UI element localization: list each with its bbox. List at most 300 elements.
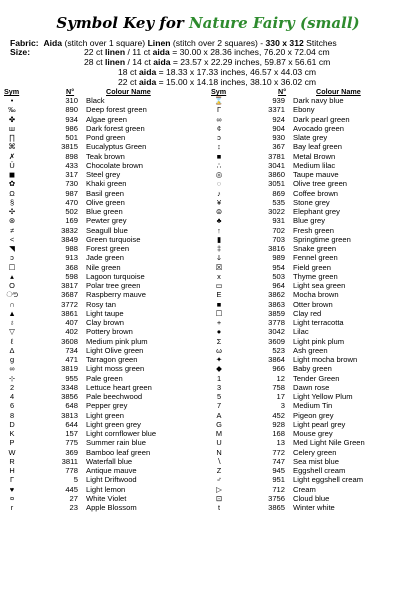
stitch-symbol: 1 (216, 373, 222, 383)
colour-number: 3608 (61, 336, 78, 346)
colour-number: 3348 (61, 382, 78, 392)
size-line-2 (84, 57, 330, 67)
colour-row (4, 457, 204, 466)
colour-row (211, 364, 411, 373)
colour-number: 3861 (61, 308, 78, 318)
colour-row (211, 475, 411, 484)
colour-row (4, 133, 204, 142)
stitch-symbol: ♣ (216, 216, 222, 226)
size-ct: 28 ct (84, 57, 106, 67)
stitch-symbol: ൗ (6, 290, 18, 300)
size-aida: aida (152, 47, 170, 57)
size-aida: aida (153, 57, 171, 67)
colour-row (211, 198, 411, 207)
colour-number: 433 (65, 160, 78, 170)
colour-row (211, 189, 411, 198)
colour-row (4, 161, 204, 170)
colour-row (211, 503, 411, 512)
colour-row (211, 438, 411, 447)
colour-number: 712 (272, 484, 285, 494)
colour-name: Black (86, 96, 105, 105)
colour-number: 3781 (268, 151, 285, 161)
colour-name: Fresh green (293, 225, 334, 235)
stitch-symbol: U (216, 438, 222, 448)
colour-number: 703 (272, 234, 285, 244)
stitch-symbol: ◥ (9, 244, 15, 253)
colour-row (4, 438, 204, 447)
colour-row (4, 235, 204, 244)
colour-name: Waterfall blue (86, 456, 133, 466)
stitch-symbol: ✣ (8, 207, 16, 216)
stitch-symbol: H (9, 466, 15, 475)
colour-name: Green turquoise (86, 234, 141, 244)
colour-row (211, 429, 411, 438)
stitch-symbol: ✤ (8, 114, 16, 124)
colour-name: Polar tree green (86, 281, 141, 290)
colour-row (4, 244, 204, 253)
colour-number: 3811 (61, 456, 78, 466)
colour-number: 904 (272, 123, 285, 133)
colour-name: Fennel green (293, 253, 338, 263)
colour-number: 3042 (268, 327, 285, 337)
stitch-symbol: ▷ (216, 484, 222, 494)
colour-row (211, 142, 411, 151)
colour-row (211, 226, 411, 235)
colour-name: Snake green (293, 244, 337, 253)
colour-number: 3371 (268, 105, 285, 115)
colour-name: Light pink plum (293, 336, 345, 346)
stitch-symbol: Ω (9, 188, 15, 198)
colour-number: 934 (65, 114, 78, 124)
colour-number: 966 (272, 364, 285, 374)
colour-name: Med Light Nile Green (293, 438, 365, 448)
colour-name: Pigeon grey (293, 410, 334, 420)
header-sym-left: Sym (4, 87, 20, 96)
stitch-symbol: 3 (216, 382, 222, 392)
colour-name: Otter brown (293, 299, 333, 309)
stitch-symbol: 8 (9, 410, 15, 420)
stitch-symbol: ∩ (9, 299, 15, 309)
colour-row (4, 290, 204, 299)
colour-number: 168 (272, 429, 285, 438)
stitch-symbol: ▮ (216, 234, 222, 244)
colour-row (4, 105, 204, 114)
colour-row (211, 281, 411, 290)
colour-row (211, 401, 411, 410)
colour-number: 3856 (61, 392, 78, 401)
colour-name: Clay brown (86, 318, 124, 327)
colour-row (211, 253, 411, 262)
colour-number: 898 (65, 151, 78, 161)
colour-number: 501 (65, 133, 78, 142)
colour-row (211, 327, 411, 336)
colour-number: 730 (65, 179, 78, 189)
header-num-left: N° (66, 87, 75, 96)
colour-number: 17 (276, 392, 285, 401)
colour-number: 869 (272, 188, 285, 198)
colour-name: Summer rain blue (86, 438, 146, 448)
colour-name: Baby green (293, 364, 332, 374)
colour-name: Light green (86, 410, 124, 420)
colour-number: 27 (69, 493, 78, 503)
colour-number: 471 (65, 355, 78, 364)
colour-number: 169 (65, 216, 78, 226)
colour-name: Rosy tan (86, 299, 116, 309)
colour-row (211, 457, 411, 466)
colour-row (4, 124, 204, 133)
colour-name: Medium Tin (293, 401, 333, 411)
size-ct: 18 ct (118, 67, 140, 77)
colour-number: 951 (272, 475, 285, 485)
colour-name: Pale beechwood (86, 392, 143, 401)
colour-number: 775 (65, 438, 78, 448)
colour-number: 23 (69, 503, 78, 512)
colour-name: Seagull blue (86, 225, 128, 235)
colour-number: 157 (65, 429, 78, 438)
stitch-symbol: 4 (9, 392, 15, 401)
header-num-right: N° (278, 87, 287, 96)
colour-number: 3816 (268, 244, 285, 253)
colour-row (4, 300, 204, 309)
colour-name: Tarragon green (86, 355, 138, 364)
colour-row (4, 170, 204, 179)
colour-row (4, 420, 204, 429)
stitch-symbol: ↄ (217, 133, 221, 142)
colour-number: 924 (272, 114, 285, 124)
colour-row (4, 263, 204, 272)
stitch-symbol: ⊛ (8, 216, 16, 226)
colour-row (4, 337, 204, 346)
stitch-symbol: N (216, 447, 222, 457)
stitch-symbol: 7 (216, 401, 222, 411)
colour-number: 3859 (268, 308, 285, 318)
colour-name: Light lemon (86, 484, 126, 494)
colour-row (211, 170, 411, 179)
colour-name: Light moss green (86, 364, 145, 374)
stitch-symbol: Γ (9, 475, 15, 485)
stitch-symbol: ⊹ (8, 373, 16, 383)
colour-number: 3819 (61, 364, 78, 374)
colour-number: 988 (65, 244, 78, 253)
colour-name: Apple Blossom (86, 503, 137, 512)
colour-row (4, 401, 204, 410)
pattern-name: Nature Fairy (small) (188, 14, 360, 32)
colour-row (4, 327, 204, 336)
colour-name: Khaki green (86, 179, 127, 189)
colour-row (4, 503, 204, 512)
stitch-symbol: ∴ (216, 160, 222, 170)
colour-row (4, 272, 204, 281)
colour-number: 12 (276, 373, 285, 383)
colour-name: Light terracotta (293, 318, 344, 327)
stitch-symbol: ◼ (8, 170, 16, 179)
colour-number: 3864 (268, 355, 285, 364)
colour-number: 3860 (268, 170, 285, 179)
colour-row (211, 420, 411, 429)
stitch-symbol: § (9, 197, 15, 207)
colour-row (4, 152, 204, 161)
colour-name: Raspberry mauve (86, 290, 146, 300)
stitch-symbol: < (9, 234, 15, 244)
colour-row (4, 318, 204, 327)
stitch-symbol: ☒ (215, 262, 223, 272)
stitch-symbol: Ü (9, 160, 15, 170)
colour-number: 3849 (61, 234, 78, 244)
colour-name: Eggshell cream (293, 466, 346, 475)
stitch-symbol: ‡ (216, 244, 222, 253)
stitch-symbol: K (9, 429, 15, 438)
colour-name: Field green (293, 262, 331, 272)
colour-number: 3832 (61, 225, 78, 235)
size-ct: 22 ct (118, 77, 140, 87)
stitch-symbol: ↄ (10, 253, 14, 263)
colour-number: 931 (272, 216, 285, 226)
stitch-symbol: 5 (216, 392, 222, 401)
colour-row (211, 263, 411, 272)
colour-row (211, 152, 411, 161)
colour-name: Light Olive green (86, 345, 144, 355)
colour-number: 758 (272, 382, 285, 392)
stitch-symbol: ¥ (216, 197, 222, 207)
fabric-label: Fabric: (10, 38, 39, 48)
colour-name: Dark forest green (86, 123, 145, 133)
colour-number: 502 (65, 207, 78, 216)
colour-name: Bay leaf green (293, 142, 342, 152)
colour-number: 310 (65, 96, 78, 105)
colour-number: 3778 (268, 318, 285, 327)
colour-number: 989 (272, 253, 285, 263)
colour-name: Jade green (86, 253, 124, 263)
colour-name: Dark navy blue (293, 96, 344, 105)
stitch-symbol: ⌘ (8, 142, 16, 152)
stitch-symbol: ▴ (10, 271, 14, 281)
colour-row (211, 355, 411, 364)
page-title (0, 14, 416, 32)
colour-number: 3687 (61, 290, 78, 300)
colour-name: Pepper grey (86, 401, 128, 411)
colour-row (4, 355, 204, 364)
colour-number: 5 (73, 475, 78, 485)
colour-row (211, 216, 411, 225)
stitch-symbol: Γ (216, 105, 222, 115)
header-sym-right: Sym (211, 87, 227, 96)
colour-row (4, 475, 204, 484)
colour-number: 3817 (61, 281, 78, 290)
colour-number: 702 (272, 225, 285, 235)
stitch-symbol: W (8, 447, 16, 457)
stitch-symbol: ш (9, 123, 15, 133)
colour-number: 3041 (268, 160, 285, 170)
stitch-symbol: ∞ (216, 114, 222, 124)
colour-row (211, 448, 411, 457)
colour-name: Stone grey (293, 197, 330, 207)
colour-number: 452 (272, 410, 285, 420)
colour-name: Blue green (86, 207, 123, 216)
stitch-symbol: ◆ (216, 364, 222, 374)
size-dimensions: = 15.00 x 14.18 inches, 38.10 x 36.02 cm (156, 77, 317, 87)
size-aida: aida (139, 77, 157, 87)
colour-number: 3022 (268, 207, 285, 216)
stitch-symbol: P (9, 438, 15, 448)
colour-row (211, 235, 411, 244)
header-name-right: Colour Name (316, 87, 361, 96)
colour-number: 523 (272, 345, 285, 355)
colour-number: 3051 (268, 179, 285, 189)
colour-row (4, 494, 204, 503)
colour-row (211, 290, 411, 299)
colour-row (4, 115, 204, 124)
stitch-symbol: A (216, 410, 222, 420)
stitch-symbol: ◌ (216, 179, 222, 189)
colour-row (4, 198, 204, 207)
colour-number: 964 (272, 281, 285, 290)
colour-name: Light cornflower blue (86, 429, 157, 438)
stitch-symbol: ▽ (9, 327, 15, 337)
colour-number: 930 (272, 133, 285, 142)
colour-number: 778 (65, 466, 78, 475)
stitch-symbol: ▲ (8, 308, 16, 318)
size-ct2: / 11 ct (125, 47, 153, 57)
colour-name: Light taupe (86, 308, 124, 318)
colour-name: Slate grey (293, 133, 328, 142)
colour-row (211, 485, 411, 494)
colour-name: Elephant grey (293, 207, 340, 216)
colour-row (4, 429, 204, 438)
stitch-symbol: ▭ (215, 281, 223, 290)
header-name-left: Colour Name (106, 87, 151, 96)
colour-row (211, 96, 411, 105)
colour-number: 3865 (268, 503, 285, 512)
stitches-label: Stitches (306, 38, 337, 48)
stitch-symbol: ♥ (9, 484, 15, 494)
stitch-symbol: + (216, 318, 222, 327)
colour-row (4, 207, 204, 216)
colour-name: Ebony (293, 105, 315, 115)
colour-name: Celery green (293, 447, 337, 457)
stitch-symbol: ■ (216, 151, 222, 161)
stitch-symbol: ¢ (216, 123, 222, 133)
colour-row (211, 161, 411, 170)
colour-row (211, 346, 411, 355)
colour-name: Springtime green (293, 234, 351, 244)
size-line-4 (118, 77, 316, 87)
colour-name: Pottery brown (86, 327, 133, 337)
colour-name: Cloud blue (293, 493, 330, 503)
colour-name: Bamboo leaf green (86, 447, 151, 457)
colour-number: 3756 (268, 493, 285, 503)
colour-name: Light pearl grey (293, 419, 346, 429)
stitch-symbol: G (216, 419, 222, 429)
stitch-symbol: ⌛ (214, 96, 224, 105)
colour-number: 772 (272, 447, 285, 457)
stitch-symbol: ✗ (8, 151, 16, 161)
stitch-symbol: ◎ (215, 170, 223, 179)
stitch-symbol: ⊜ (215, 207, 223, 216)
colour-row (4, 392, 204, 401)
colour-name: Metal Brown (293, 151, 336, 161)
colour-number: 644 (65, 419, 78, 429)
colour-number: 955 (65, 373, 78, 383)
colour-row (4, 226, 204, 235)
colour-name: Lagoon turquoise (86, 271, 145, 281)
stitch-symbol: ↑ (217, 225, 221, 235)
colour-row (4, 142, 204, 151)
colour-number: 3863 (268, 299, 285, 309)
colour-row (4, 309, 204, 318)
colour-number: 407 (65, 318, 78, 327)
colour-row (4, 281, 204, 290)
stitch-symbol: ∖ (216, 456, 222, 466)
colour-name: Clay red (293, 308, 322, 318)
colour-number: 3862 (268, 290, 285, 300)
colour-row (211, 105, 411, 114)
colour-number: 648 (65, 401, 78, 411)
colour-name: Coffee brown (293, 188, 339, 198)
size-ct2: / 14 ct (125, 57, 154, 67)
left-colour-list (4, 96, 204, 512)
stitch-symbol: t (217, 503, 221, 512)
colour-name: Steel grey (86, 170, 121, 179)
colour-number: 402 (65, 327, 78, 337)
colour-row (4, 485, 204, 494)
colour-number: 598 (65, 271, 78, 281)
size-ct: 22 ct (84, 47, 106, 57)
colour-row (211, 300, 411, 309)
title-prefix: Symbol Key for (56, 14, 189, 32)
colour-number: 445 (65, 484, 78, 494)
colour-number: 3813 (61, 410, 78, 420)
colour-number: 939 (272, 96, 285, 105)
colour-row (4, 364, 204, 373)
size-label-line (10, 47, 30, 57)
colour-name: Light eggshell cream (293, 475, 364, 485)
stitch-symbol: Σ (216, 336, 222, 346)
size-linen: linen (105, 57, 126, 67)
colour-number: 945 (272, 466, 285, 475)
colour-number: 747 (272, 456, 285, 466)
stitch-symbol: ✿ (8, 179, 16, 189)
colour-number: 13 (276, 438, 285, 448)
colour-name: Forest green (86, 244, 130, 253)
colour-row (4, 179, 204, 188)
stitch-symbol: O (9, 281, 15, 290)
stitch-symbol: ↕ (217, 142, 221, 152)
colour-number: 367 (272, 142, 285, 152)
colour-name: Light green grey (86, 419, 141, 429)
colour-row (4, 466, 204, 475)
colour-row (4, 411, 204, 420)
stitch-symbol: ω (216, 345, 222, 355)
size-label: Size: (10, 47, 31, 57)
stitch-symbol: g (9, 355, 15, 364)
colour-name: Teak brown (86, 151, 125, 161)
right-colour-list (211, 96, 411, 512)
colour-name: Medium lilac (293, 160, 336, 170)
colour-row (211, 133, 411, 142)
colour-row (211, 494, 411, 503)
stitch-symbol: x (217, 271, 221, 281)
stitch-symbol: ■ (216, 299, 222, 309)
colour-name: Blue grey (293, 216, 326, 226)
size-aida: aida (139, 67, 157, 77)
stitch-symbol: 6 (9, 401, 15, 411)
colour-row (211, 411, 411, 420)
colour-number: 986 (65, 123, 78, 133)
stitch-symbol: • (10, 96, 14, 105)
colour-number: 987 (65, 188, 78, 198)
size-dimensions: = 18.33 x 17.33 inches, 46.57 x 44.03 cm (156, 67, 317, 77)
colour-number: 3 (280, 401, 285, 411)
